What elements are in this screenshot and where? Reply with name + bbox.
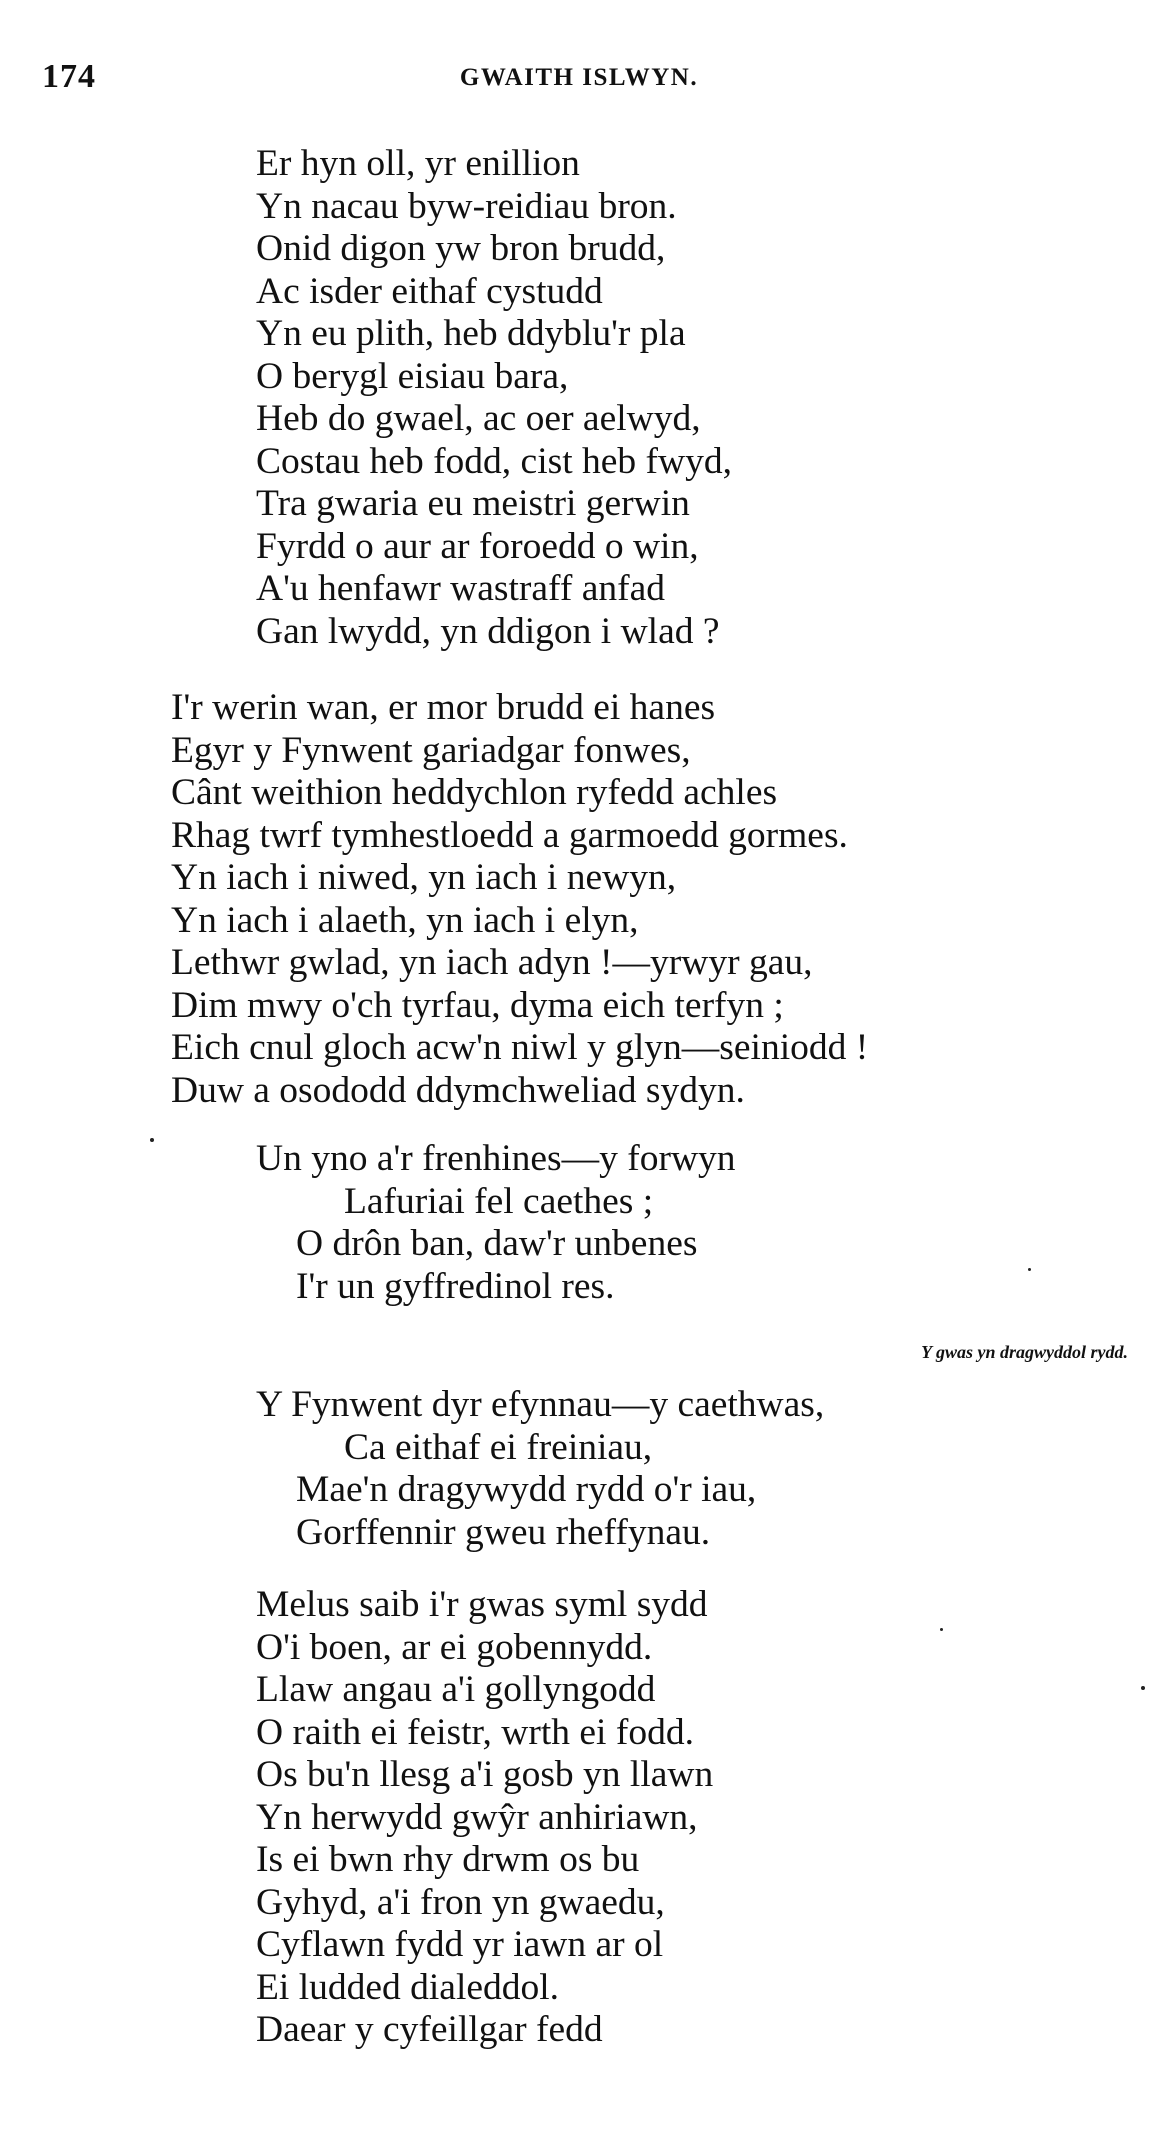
verse-line: Cânt weithion heddychlon ryfedd achles bbox=[171, 772, 778, 813]
verse-line: Onid digon yw bron brudd, bbox=[256, 228, 666, 269]
stanza-3 bbox=[256, 1138, 736, 1308]
stanza-5 bbox=[256, 1584, 713, 2052]
stanza-2 bbox=[171, 687, 868, 1112]
verse-line: Tra gwaria eu meistri gerwin bbox=[256, 483, 690, 524]
scan-speck bbox=[1141, 1686, 1145, 1690]
verse-line: Melus saib i'r gwas syml sydd bbox=[256, 1584, 708, 1625]
verse-line: I'r werin wan, er mor brudd ei hanes bbox=[171, 687, 716, 728]
verse-line: Duw a osododd ddymchweliad sydyn. bbox=[171, 1069, 745, 1111]
verse-line: O berygl eisiau bara, bbox=[256, 355, 569, 397]
verse-line: Un yno a'r frenhines—y forwyn bbox=[256, 1138, 736, 1179]
verse-line: Lafuriai fel caethes ; bbox=[344, 1180, 654, 1222]
verse-line: Yn eu plith, heb ddyblu'r pla bbox=[256, 313, 686, 354]
verse-line: Ei ludded dialeddol. bbox=[256, 1966, 560, 2008]
verse-line: Is ei bwn rhy drwm os bu bbox=[256, 1839, 640, 1880]
verse-line: Dim mwy o'ch tyrfau, dyma eich terfyn ; bbox=[171, 984, 784, 1026]
verse-line: Ac isder eithaf cystudd bbox=[256, 270, 603, 312]
verse-line: A'u henfawr wastraff anfad bbox=[256, 568, 666, 609]
verse-line: Os bu'n llesg a'i gosb yn llawn bbox=[256, 1754, 714, 1795]
verse-line: Fyrdd o aur ar foroedd o win, bbox=[256, 525, 699, 567]
marginal-note: Y gwas yn dragwyddol rydd. bbox=[921, 1342, 1128, 1362]
verse-line: I'r un gyffredinol res. bbox=[296, 1265, 615, 1307]
verse-line: Heb do gwael, ac oer aelwyd, bbox=[256, 398, 701, 439]
verse-line: Yn herwydd gwŷr anhiriawn, bbox=[256, 1796, 698, 1838]
verse-line: Eich cnul gloch acw'n niwl y glyn—seiniodd ! bbox=[171, 1027, 869, 1068]
verse-line: Gan lwydd, yn ddigon i wlad ? bbox=[256, 610, 720, 652]
verse-line: Yn iach i alaeth, yn iach i elyn, bbox=[171, 899, 639, 941]
stanza-4 bbox=[256, 1384, 824, 1554]
verse-line: Egyr y Fynwent gariadgar fonwes, bbox=[171, 729, 691, 771]
verse-line: Yn nacau byw-reidiau bron. bbox=[256, 185, 677, 227]
scan-speck bbox=[1028, 1268, 1031, 1271]
verse-line: Gyhyd, a'i fron yn gwaedu, bbox=[256, 1881, 665, 1923]
verse-line: Ca eithaf ei freiniau, bbox=[344, 1426, 653, 1468]
verse-line: Y Fynwent dyr efynnau—y caethwas, bbox=[256, 1384, 825, 1425]
verse-line: Gorffennir gweu rheffynau. bbox=[296, 1511, 711, 1553]
verse-line: Cyflawn fydd yr iawn ar ol bbox=[256, 1924, 664, 1965]
verse-line: O'i boen, ar ei gobennydd. bbox=[256, 1626, 653, 1668]
verse-line: O drôn ban, daw'r unbenes bbox=[296, 1223, 698, 1264]
verse-line: Er hyn oll, yr enillion bbox=[256, 143, 580, 184]
verse-line: Daear y cyfeillgar fedd bbox=[256, 2009, 603, 2050]
stanza-1 bbox=[256, 143, 732, 653]
scan-speck bbox=[150, 1138, 154, 1142]
verse-line: Yn iach i niwed, yn iach i newyn, bbox=[171, 857, 677, 898]
running-title: GWAITH ISLWYN. bbox=[459, 64, 699, 91]
verse-line: Mae'n dragywydd rydd o'r iau, bbox=[296, 1469, 757, 1510]
verse-line: Lethwr gwlad, yn iach adyn !—yrwyr gau, bbox=[171, 942, 813, 983]
page-number: 174 bbox=[42, 58, 96, 95]
verse-line: Rhag twrf tymhestloedd a garmoedd gormes. bbox=[171, 814, 848, 856]
verse-line: O raith ei feistr, wrth ei fodd. bbox=[256, 1711, 694, 1753]
verse-line: Llaw angau a'i gollyngodd bbox=[256, 1669, 656, 1710]
verse-line: Costau heb fodd, cist heb fwyd, bbox=[256, 440, 732, 482]
scan-speck bbox=[940, 1628, 943, 1631]
